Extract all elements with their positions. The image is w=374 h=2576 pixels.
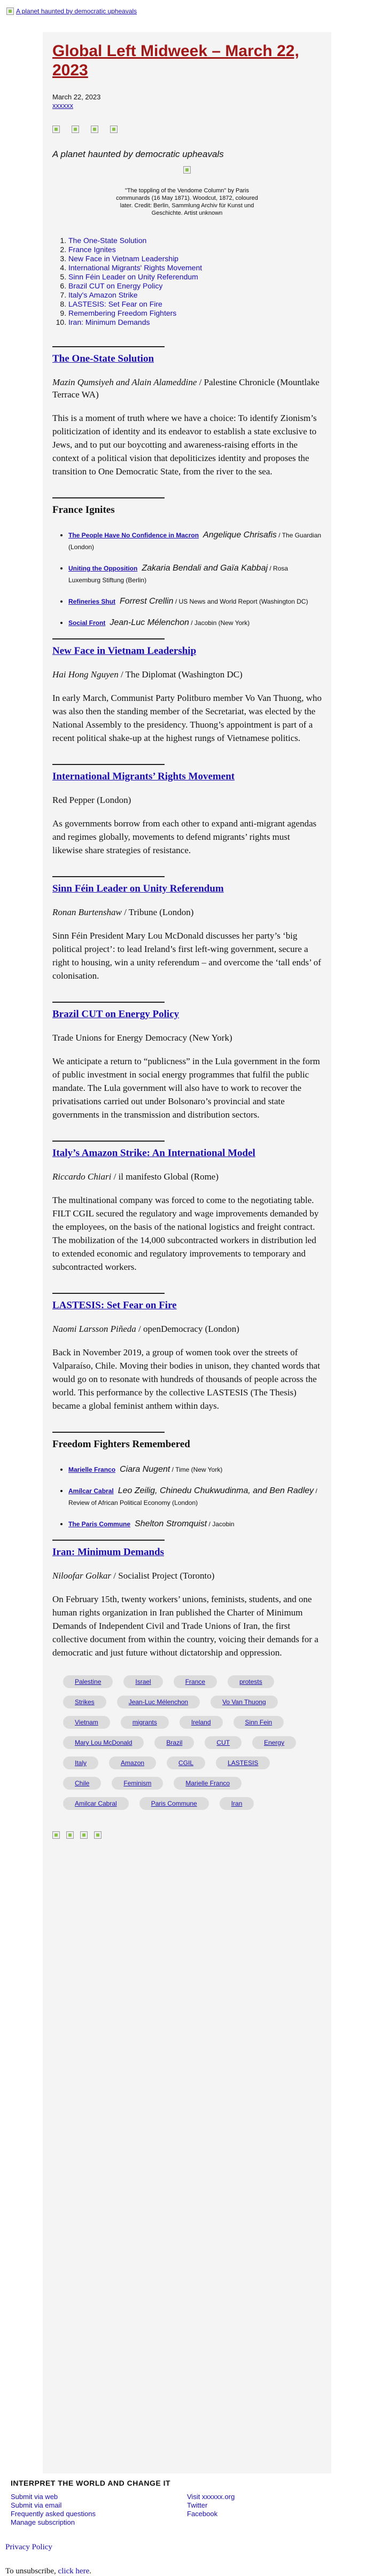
tag-pill[interactable]: Israel	[123, 1675, 162, 1688]
article-link[interactable]: The Paris Commune	[68, 1520, 131, 1528]
share-icon[interactable]	[52, 1831, 60, 1839]
article-link[interactable]: Amílcar Cabral	[68, 1487, 114, 1495]
tag-pill[interactable]: migrants	[121, 1716, 169, 1729]
section-body: Back in November 2019, a group of women took over the streets of Valparaíso, Chile. Moving their bodies in unison, they chanted words that would go on to resonate with hundreds of thousands of people across the world. This performance by the collective LASTESIS (The Thesis) became a global feminist anthem within days.	[52, 1347, 320, 1411]
section-title[interactable]: Brazil CUT on Energy Policy	[52, 1009, 180, 1020]
tag-pill[interactable]: Mary Lou McDonald	[63, 1736, 144, 1749]
tag-pill[interactable]: CGIL	[167, 1757, 205, 1769]
section-body: Sinn Féin President Mary Lou McDonald discusses her party’s ‘big political project’: to lead Ireland’s first left-wing government, secure a right to housing, win a unity referendum – and overcome the ‘tall ends’ of colonisation.	[52, 931, 321, 981]
section-title[interactable]: LASTESIS: Set Fear on Fire	[52, 1300, 177, 1311]
tag-pill[interactable]: Palestine	[63, 1675, 113, 1688]
tag-pill[interactable]: Strikes	[63, 1696, 106, 1708]
header-image-alt: A planet haunted by democratic upheavals	[16, 7, 137, 15]
issue-subtitle: A planet haunted by democratic upheavals	[52, 149, 224, 159]
article-link[interactable]: Social Front	[68, 619, 106, 627]
section-body: On February 15th, twenty workers’ unions, feminists, students, and one human rights organization in Iran published the Charter of Minimum Demands of Independent Civil and Trade Unions of Iran, the first collective document from within the country, voicing their demands for a democratic and just future without dictatorship and oppression.	[52, 1594, 318, 1658]
section-title: France Ignites	[52, 504, 115, 516]
article-link[interactable]: Marielle Franco	[68, 1466, 116, 1473]
list-item: • Refineries Shut Forrest Crellin / US News and World Report (Washington DC)	[68, 596, 322, 607]
section-title[interactable]: Sinn Féin Leader on Unity Referendum	[52, 883, 224, 894]
toc-item[interactable]: 2. France Ignites	[68, 245, 322, 254]
tag-pill[interactable]: Vo Van Thuong	[211, 1696, 278, 1708]
freedom-list	[52, 1464, 322, 1530]
share-icons-top	[52, 126, 322, 133]
section-body: As governments borrow from each other to expand anti-migrant agendas and regimes globally, movements to defend migrants’ rights must likewise share strategies of resistance.	[52, 818, 317, 855]
footer-link[interactable]: Submit via email	[11, 2501, 62, 2509]
toc-item[interactable]: 4. International Migrants' Rights Movement	[68, 263, 322, 272]
section-body: The multinational company was forced to come to the negotiating table. FILT CGIL secured the regulatory and wage improvements demanded by the employees, on the basis of the national logistics and freight contract. The mobilization of the 14,000 subcontracted workers in distribution led to extended economic and regulatory improvements to temporary and subcontracted workers.	[52, 1195, 319, 1272]
share-icon[interactable]	[94, 1831, 102, 1839]
tag-pill[interactable]: LASTESIS	[216, 1757, 270, 1769]
image-caption: "The toppling of the Vendome Column" by Paris communards (16 May 1871). Woodcut, 1872, coloured later. Credit: Berlin, Sammlung Archiv für Kunst und Geschichte. Artist unknown	[116, 188, 258, 216]
tag-pill[interactable]: protests	[228, 1675, 274, 1688]
tag-pill[interactable]: Jean-Luc Mélenchon	[117, 1696, 200, 1708]
section-byline: Hai Hong Nguyen / The Diplomat (Washington DC)	[52, 669, 243, 680]
toc-item[interactable]: 5. Sinn Féin Leader on Unity Referendum	[68, 272, 322, 282]
tag-pill[interactable]: Feminism	[112, 1777, 163, 1790]
unsubscribe-link[interactable]: click here	[58, 2567, 90, 2575]
footer-heading: INTERPRET THE WORLD AND CHANGE IT	[11, 2479, 171, 2487]
divider	[52, 876, 165, 877]
toc-item[interactable]: 9. Remembering Freedom Fighters	[68, 309, 322, 318]
share-icon[interactable]	[72, 126, 79, 133]
tag-pill[interactable]: Marielle Franco	[174, 1777, 241, 1790]
section-byline: Red Pepper (London)	[52, 795, 131, 805]
section-title[interactable]: New Face in Vietnam Leadership	[52, 645, 197, 657]
tag-pill[interactable]: Sinn Fein	[233, 1716, 284, 1729]
section-byline: Trade Unions for Energy Democracy (New York)	[52, 1033, 232, 1043]
list-item: • The Paris Commune Shelton Stromquist / Jacobin	[68, 1518, 322, 1530]
section-title[interactable]: Italy’s Amazon Strike: An International Model	[52, 1148, 255, 1159]
tag-pill[interactable]: Chile	[63, 1777, 101, 1790]
tag-pill[interactable]: Iran	[220, 1797, 254, 1810]
article-link[interactable]: Uniting the Opposition	[68, 565, 138, 572]
divider	[52, 346, 165, 347]
tag-pill[interactable]: Energy	[252, 1736, 296, 1749]
toc-item[interactable]: 6. Brazil CUT on Energy Policy	[68, 282, 322, 291]
list-item: • The People Have No Confidence in Macron Angelique Chrisafis / The Guardian (London)	[68, 529, 322, 553]
section-byline: Ronan Burtenshaw / Tribune (London)	[52, 907, 194, 917]
footer-link[interactable]: Manage subscription	[11, 2518, 75, 2526]
footer-link[interactable]: Facebook	[187, 2510, 218, 2518]
tag-pill[interactable]: Amilcar Cabral	[63, 1797, 129, 1810]
toc-item[interactable]: 7. Italy's Amazon Strike	[68, 291, 322, 300]
unsubscribe-line: To unsubscribe, click here.	[5, 2567, 91, 2575]
tag-list	[52, 1675, 322, 1810]
share-icon[interactable]	[91, 126, 98, 133]
privacy-policy-link[interactable]: Privacy Policy	[5, 2543, 52, 2551]
divider	[52, 1002, 165, 1003]
share-icon[interactable]	[80, 1831, 88, 1839]
section-byline: Mazin Qumsiyeh and Alain Alameddine / Palestine Chronicle (Mountlake Terrace WA)	[52, 377, 320, 400]
toc-item[interactable]: 10. Iran: Minimum Demands	[68, 318, 322, 327]
section-title: Freedom Fighters Remembered	[52, 1439, 190, 1450]
section-byline: Riccardo Chiari / il manifesto Global (Rome)	[52, 1172, 219, 1182]
section-body: This is a moment of truth where we have a choice: To identify Zionism’s politicization of identity and its endeavor to establish a state exclusive to Jews, and to put our boycotting and awareness-raising efforts in the context of a political vision that depoliticizes identity and proposes the transition to One Democratic State, from the river to the sea.	[52, 413, 317, 477]
article-link[interactable]: Refineries Shut	[68, 598, 116, 605]
section-body: We anticipate a return to “publicness” in the Lula government in the form of public investment in social energy programmes that fulfil the public mandate. The Lula government will also have to work to recover the privatisations carried out under Bolsonaro’s provincial and state governments in the transmission and distribution sectors.	[52, 1056, 320, 1120]
footer-link[interactable]: Visit xxxxxx.org	[187, 2493, 235, 2501]
divider	[52, 497, 165, 498]
article-link[interactable]: The People Have No Confidence in Macron	[68, 532, 199, 539]
tag-pill[interactable]: CUT	[205, 1736, 241, 1749]
tag-pill[interactable]: Ireland	[180, 1716, 223, 1729]
list-item: • Uniting the Opposition Zakaria Bendali and Gaïa Kabbaj / Rosa Luxemburg Stiftung (Berlin)	[68, 563, 322, 586]
share-icon[interactable]	[52, 126, 60, 133]
footer-link[interactable]: Frequently asked questions	[11, 2510, 96, 2518]
list-item: • Marielle Franco Ciara Nugent / Time (New York)	[68, 1464, 322, 1476]
tag-pill[interactable]: Vietnam	[63, 1716, 110, 1729]
tag-pill[interactable]: France	[174, 1675, 217, 1688]
tag-pill[interactable]: Amazon	[109, 1757, 156, 1769]
share-icons-bottom	[52, 1831, 322, 1839]
footer-link[interactable]: Submit via web	[11, 2493, 58, 2501]
divider	[52, 1432, 165, 1433]
tag-pill[interactable]: Italy	[63, 1757, 98, 1769]
france-list	[52, 529, 322, 629]
header-image[interactable]	[6, 7, 145, 25]
section-byline: Niloofar Golkar / Socialist Project (Toronto)	[52, 1571, 215, 1581]
toc-item[interactable]: 8. LASTESIS: Set Fear on Fire	[68, 300, 322, 309]
footer-link[interactable]: Twitter	[187, 2501, 208, 2509]
list-item: • Amílcar Cabral Leo Zeilig, Chinedu Chukwudinma, and Ben Radley / Review of African Political Economy (London)	[68, 1485, 322, 1509]
author-link[interactable]: xxxxxx	[52, 102, 73, 110]
tag-pill[interactable]: Paris Commune	[139, 1797, 209, 1810]
broken-image-icon	[6, 7, 14, 15]
list-item: • Social Front Jean-Luc Mélenchon / Jacobin (New York)	[68, 617, 322, 629]
section-byline: Naomi Larsson Piñeda / openDemocracy (London)	[52, 1324, 239, 1334]
article-image-icon	[183, 166, 191, 174]
divider	[52, 1141, 165, 1142]
divider	[52, 1540, 165, 1541]
table-of-contents	[52, 236, 322, 327]
newsletter-title[interactable]: Global Left Midweek – March 22, 2023	[52, 42, 299, 79]
section-title[interactable]: The One-State Solution	[52, 353, 154, 364]
share-icon[interactable]	[66, 1831, 74, 1839]
issue-date: March 22, 2023	[52, 93, 101, 101]
footer	[11, 2479, 363, 2527]
share-icon[interactable]	[110, 126, 118, 133]
section-title[interactable]: Iran: Minimum Demands	[52, 1547, 165, 1558]
tag-pill[interactable]: Brazil	[154, 1736, 194, 1749]
section-body: In early March, Communist Party Politburo member Vo Van Thuong, who was also then the standing member of the Secretariat, was elected by the National Assembly to the presidency. Thuong’s appointment is part of a recent political shake-up at the highest rungs of Vietnamese politics.	[52, 693, 322, 743]
divider	[52, 764, 165, 765]
divider	[52, 638, 165, 639]
toc-item[interactable]: 3. New Face in Vietnam Leadership	[68, 254, 322, 263]
toc-item[interactable]: 1. The One-State Solution	[68, 236, 322, 245]
newsletter-card	[43, 32, 331, 2473]
divider	[52, 1293, 165, 1294]
section-title[interactable]: International Migrants’ Rights Movement	[52, 771, 235, 782]
